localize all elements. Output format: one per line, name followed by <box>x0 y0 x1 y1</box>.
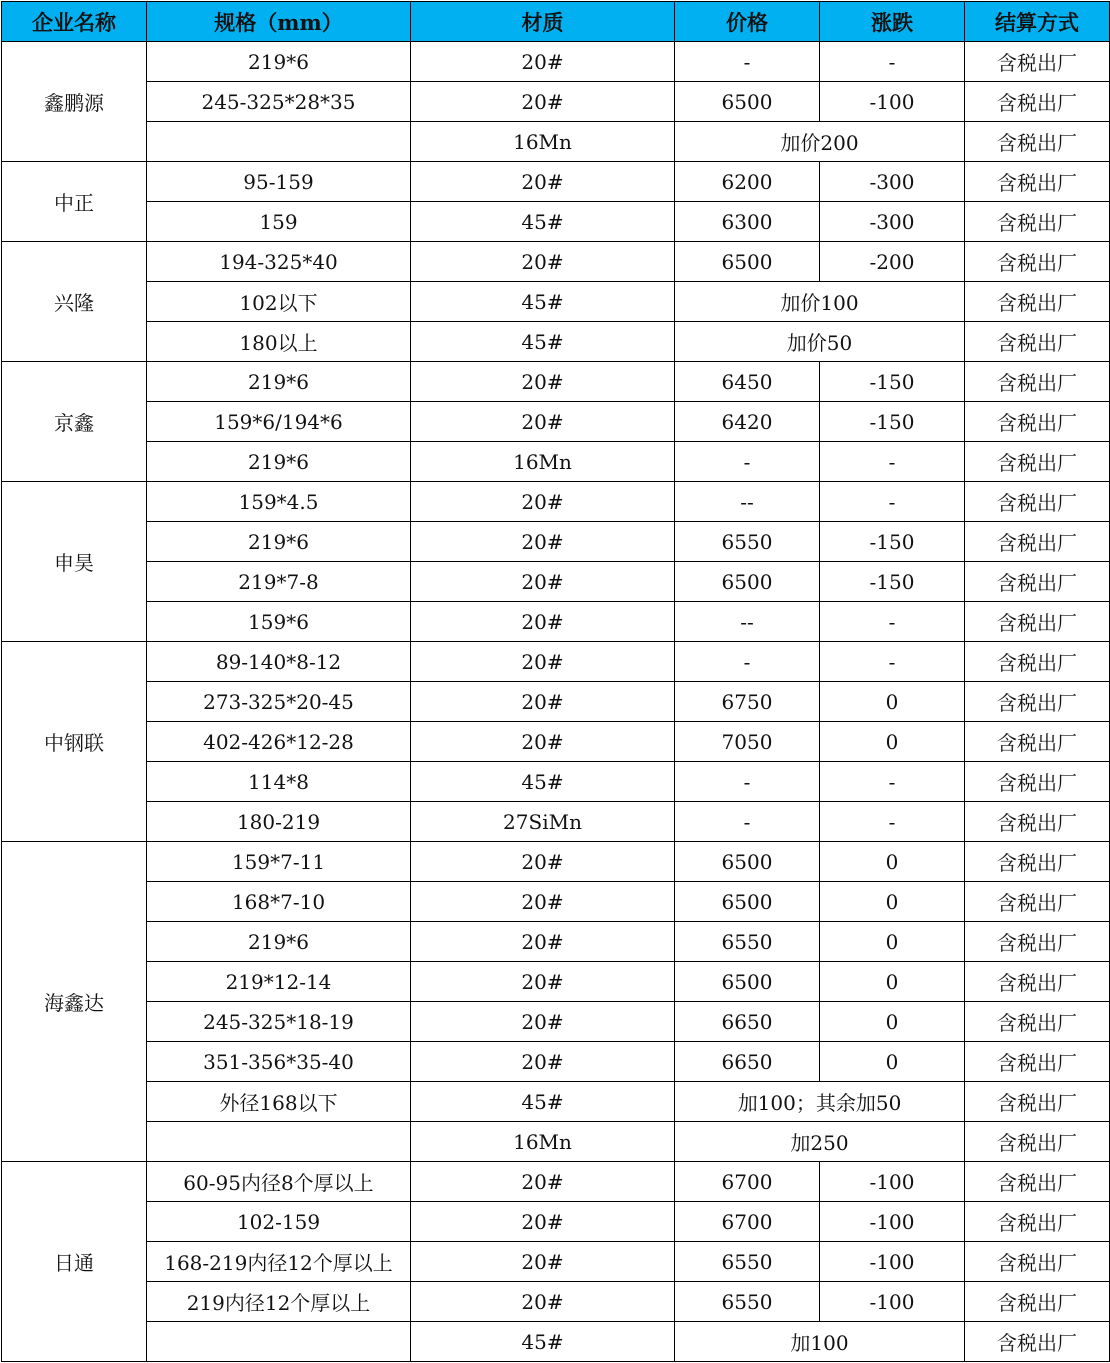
spec-cell: 219*6 <box>147 442 411 482</box>
material-cell: 20# <box>411 162 675 202</box>
company-cell: 中钢联 <box>2 642 147 842</box>
spec-cell: 159*6 <box>147 602 411 642</box>
change-cell: 0 <box>820 1002 965 1042</box>
settlement-cell: 含税出厂 <box>965 1162 1110 1202</box>
table-row <box>2 1202 1110 1242</box>
spec-cell: 219*12-14 <box>147 962 411 1002</box>
change-cell: -150 <box>820 362 965 402</box>
material-cell: 20# <box>411 722 675 762</box>
settlement-cell: 含税出厂 <box>965 682 1110 722</box>
price-cell: -- <box>675 602 820 642</box>
settlement-cell: 含税出厂 <box>965 1082 1110 1122</box>
spec-cell: 245-325*18-19 <box>147 1002 411 1042</box>
spec-cell: 159*4.5 <box>147 482 411 522</box>
header-settlement: 结算方式 <box>965 2 1110 42</box>
material-cell: 20# <box>411 882 675 922</box>
table-row <box>2 602 1110 642</box>
material-cell: 20# <box>411 962 675 1002</box>
spec-cell: 168-219内径12个厚以上 <box>147 1242 411 1282</box>
material-cell: 20# <box>411 842 675 882</box>
table-body <box>2 42 1110 1362</box>
change-cell: - <box>820 42 965 82</box>
price-cell: 6700 <box>675 1202 820 1242</box>
price-cell: 6550 <box>675 1242 820 1282</box>
price-cell: - <box>675 442 820 482</box>
price-cell: 6500 <box>675 842 820 882</box>
table-row <box>2 1042 1110 1082</box>
price-cell: 6650 <box>675 1042 820 1082</box>
spec-cell: 273-325*20-45 <box>147 682 411 722</box>
price-cell: 7050 <box>675 722 820 762</box>
settlement-cell: 含税出厂 <box>965 162 1110 202</box>
change-cell: 0 <box>820 882 965 922</box>
spec-cell: 外径168以下 <box>147 1082 411 1122</box>
table-row <box>2 642 1110 682</box>
change-cell: -100 <box>820 1242 965 1282</box>
price-cell: - <box>675 42 820 82</box>
table-row <box>2 562 1110 602</box>
material-cell: 20# <box>411 1202 675 1242</box>
header-price: 价格 <box>675 2 820 42</box>
spec-cell: 219*6 <box>147 522 411 562</box>
material-cell: 45# <box>411 762 675 802</box>
material-cell: 45# <box>411 1082 675 1122</box>
table-row <box>2 1162 1110 1202</box>
change-cell: - <box>820 482 965 522</box>
header-change: 涨跌 <box>820 2 965 42</box>
table-row <box>2 442 1110 482</box>
settlement-cell: 含税出厂 <box>965 362 1110 402</box>
price-cell: 6500 <box>675 242 820 282</box>
settlement-cell: 含税出厂 <box>965 1202 1110 1242</box>
material-cell: 20# <box>411 562 675 602</box>
table-row <box>2 242 1110 282</box>
material-cell: 20# <box>411 1282 675 1322</box>
spec-cell: 95-159 <box>147 162 411 202</box>
table-row <box>2 362 1110 402</box>
header-spec: 规格（mm） <box>147 2 411 42</box>
price-cell: 6700 <box>675 1162 820 1202</box>
price-cell: 6650 <box>675 1002 820 1042</box>
spec-cell: 245-325*28*35 <box>147 82 411 122</box>
settlement-cell: 含税出厂 <box>965 522 1110 562</box>
settlement-cell: 含税出厂 <box>965 1002 1110 1042</box>
price-note-cell: 加价100 <box>675 282 965 322</box>
spec-cell: 159*6/194*6 <box>147 402 411 442</box>
settlement-cell: 含税出厂 <box>965 1122 1110 1162</box>
table-row <box>2 82 1110 122</box>
spec-cell: 102以下 <box>147 282 411 322</box>
settlement-cell: 含税出厂 <box>965 282 1110 322</box>
table-row <box>2 1242 1110 1282</box>
table-row <box>2 202 1110 242</box>
change-cell: -150 <box>820 522 965 562</box>
settlement-cell: 含税出厂 <box>965 802 1110 842</box>
change-cell: 0 <box>820 682 965 722</box>
material-cell: 16Mn <box>411 1122 675 1162</box>
material-cell: 20# <box>411 1162 675 1202</box>
settlement-cell: 含税出厂 <box>965 482 1110 522</box>
spec-cell <box>147 1322 411 1362</box>
settlement-cell: 含税出厂 <box>965 962 1110 1002</box>
price-cell: 6500 <box>675 882 820 922</box>
header-material: 材质 <box>411 2 675 42</box>
settlement-cell: 含税出厂 <box>965 242 1110 282</box>
material-cell: 20# <box>411 642 675 682</box>
settlement-cell: 含税出厂 <box>965 842 1110 882</box>
change-cell: -150 <box>820 562 965 602</box>
material-cell: 16Mn <box>411 442 675 482</box>
material-cell: 20# <box>411 362 675 402</box>
settlement-cell: 含税出厂 <box>965 322 1110 362</box>
material-cell: 27SiMn <box>411 802 675 842</box>
spec-cell <box>147 1122 411 1162</box>
settlement-cell: 含税出厂 <box>965 1242 1110 1282</box>
material-cell: 20# <box>411 522 675 562</box>
spec-cell: 159 <box>147 202 411 242</box>
price-cell: 6300 <box>675 202 820 242</box>
spec-cell: 219*7-8 <box>147 562 411 602</box>
change-cell: - <box>820 442 965 482</box>
change-cell: -100 <box>820 82 965 122</box>
price-cell: - <box>675 642 820 682</box>
price-note-cell: 加100 <box>675 1322 965 1362</box>
change-cell: 0 <box>820 1042 965 1082</box>
table-row <box>2 1322 1110 1362</box>
change-cell: 0 <box>820 842 965 882</box>
price-note-cell: 加价50 <box>675 322 965 362</box>
table-row <box>2 162 1110 202</box>
change-cell: -200 <box>820 242 965 282</box>
table-row <box>2 42 1110 82</box>
material-cell: 20# <box>411 1242 675 1282</box>
table-row <box>2 122 1110 162</box>
change-cell: -100 <box>820 1162 965 1202</box>
spec-cell: 180以上 <box>147 322 411 362</box>
change-cell: -100 <box>820 1202 965 1242</box>
spec-cell: 402-426*12-28 <box>147 722 411 762</box>
change-cell: -300 <box>820 202 965 242</box>
spec-cell: 219*6 <box>147 42 411 82</box>
material-cell: 20# <box>411 682 675 722</box>
spec-cell: 102-159 <box>147 1202 411 1242</box>
spec-cell: 194-325*40 <box>147 242 411 282</box>
settlement-cell: 含税出厂 <box>965 922 1110 962</box>
change-cell: - <box>820 802 965 842</box>
spec-cell: 159*7-11 <box>147 842 411 882</box>
spec-cell: 89-140*8-12 <box>147 642 411 682</box>
table-header <box>2 2 1110 42</box>
company-cell: 兴隆 <box>2 242 147 362</box>
settlement-cell: 含税出厂 <box>965 1042 1110 1082</box>
table-row <box>2 482 1110 522</box>
change-cell: -300 <box>820 162 965 202</box>
price-cell: 6550 <box>675 1282 820 1322</box>
price-cell: - <box>675 762 820 802</box>
material-cell: 45# <box>411 322 675 362</box>
change-cell: -100 <box>820 1282 965 1322</box>
material-cell: 20# <box>411 82 675 122</box>
settlement-cell: 含税出厂 <box>965 42 1110 82</box>
header-row <box>2 2 1110 42</box>
change-cell: 0 <box>820 722 965 762</box>
price-cell: 6200 <box>675 162 820 202</box>
price-note-cell: 加250 <box>675 1122 965 1162</box>
material-cell: 20# <box>411 242 675 282</box>
price-cell: 6420 <box>675 402 820 442</box>
material-cell: 16Mn <box>411 122 675 162</box>
settlement-cell: 含税出厂 <box>965 1282 1110 1322</box>
spec-cell: 219内径12个厚以上 <box>147 1282 411 1322</box>
company-cell: 中正 <box>2 162 147 242</box>
settlement-cell: 含税出厂 <box>965 642 1110 682</box>
material-cell: 45# <box>411 282 675 322</box>
settlement-cell: 含税出厂 <box>965 602 1110 642</box>
material-cell: 20# <box>411 1002 675 1042</box>
table-row <box>2 282 1110 322</box>
company-cell: 海鑫达 <box>2 842 147 1162</box>
material-cell: 20# <box>411 42 675 82</box>
table-row <box>2 322 1110 362</box>
table-row <box>2 722 1110 762</box>
company-cell: 日通 <box>2 1162 147 1362</box>
change-cell: - <box>820 602 965 642</box>
price-cell: - <box>675 802 820 842</box>
table-row <box>2 802 1110 842</box>
spec-cell: 351-356*35-40 <box>147 1042 411 1082</box>
spec-cell: 219*6 <box>147 922 411 962</box>
table-row <box>2 842 1110 882</box>
header-company: 企业名称 <box>2 2 147 42</box>
material-cell: 45# <box>411 1322 675 1362</box>
price-cell: 6550 <box>675 522 820 562</box>
settlement-cell: 含税出厂 <box>965 562 1110 602</box>
table-row <box>2 1122 1110 1162</box>
table-row <box>2 1282 1110 1322</box>
change-cell: -150 <box>820 402 965 442</box>
change-cell: 0 <box>820 922 965 962</box>
table-row <box>2 762 1110 802</box>
settlement-cell: 含税出厂 <box>965 1322 1110 1362</box>
price-cell: 6500 <box>675 82 820 122</box>
table-row <box>2 1002 1110 1042</box>
price-cell: 6450 <box>675 362 820 402</box>
material-cell: 20# <box>411 922 675 962</box>
settlement-cell: 含税出厂 <box>965 762 1110 802</box>
price-note-cell: 加价200 <box>675 122 965 162</box>
spec-cell: 60-95内径8个厚以上 <box>147 1162 411 1202</box>
settlement-cell: 含税出厂 <box>965 202 1110 242</box>
settlement-cell: 含税出厂 <box>965 122 1110 162</box>
company-cell: 京鑫 <box>2 362 147 482</box>
material-cell: 20# <box>411 482 675 522</box>
table-row <box>2 682 1110 722</box>
change-cell: 0 <box>820 962 965 1002</box>
spec-cell: 114*8 <box>147 762 411 802</box>
settlement-cell: 含税出厂 <box>965 442 1110 482</box>
settlement-cell: 含税出厂 <box>965 882 1110 922</box>
steel-pipe-price-table <box>1 1 1110 1362</box>
company-cell: 申昊 <box>2 482 147 642</box>
price-cell: 6500 <box>675 562 820 602</box>
table-row <box>2 882 1110 922</box>
material-cell: 45# <box>411 202 675 242</box>
material-cell: 20# <box>411 402 675 442</box>
table-row <box>2 522 1110 562</box>
material-cell: 20# <box>411 1042 675 1082</box>
change-cell: - <box>820 762 965 802</box>
table-row <box>2 922 1110 962</box>
price-note-cell: 加100；其余加50 <box>675 1082 965 1122</box>
spec-cell <box>147 122 411 162</box>
spec-cell: 180-219 <box>147 802 411 842</box>
settlement-cell: 含税出厂 <box>965 82 1110 122</box>
price-cell: 6550 <box>675 922 820 962</box>
settlement-cell: 含税出厂 <box>965 402 1110 442</box>
spec-cell: 219*6 <box>147 362 411 402</box>
settlement-cell: 含税出厂 <box>965 722 1110 762</box>
company-cell: 鑫鹏源 <box>2 42 147 162</box>
table-row <box>2 402 1110 442</box>
table-row <box>2 1082 1110 1122</box>
price-cell: 6500 <box>675 962 820 1002</box>
change-cell: - <box>820 642 965 682</box>
spec-cell: 168*7-10 <box>147 882 411 922</box>
material-cell: 20# <box>411 602 675 642</box>
table-row <box>2 962 1110 1002</box>
price-cell: -- <box>675 482 820 522</box>
price-cell: 6750 <box>675 682 820 722</box>
